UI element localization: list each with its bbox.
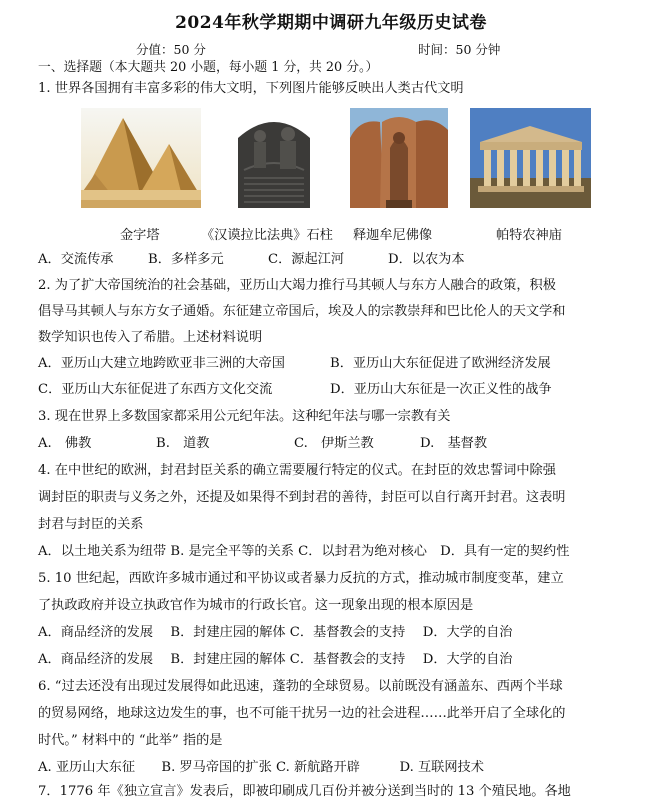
caption-parthenon: 帕特农神庙 (496, 228, 562, 243)
q1-option-c: C．源起江河 (268, 252, 345, 267)
section-heading: 一、选择题（本大题共 20 小题，每小题 1 分，共 20 分。） (38, 60, 379, 75)
q5-line-2: 了执政政府并设立执政官作为城市的行政长官。这一现象出现的根本原因是 (38, 598, 474, 613)
q1-option-b: B．多样多元 (148, 252, 224, 267)
q1-option-d: D．以农为本 (388, 252, 465, 267)
q2-option-c: C．亚历山大东征促进了东西方文化交流 (38, 382, 273, 397)
q3-stem: 3. 现在世界上多数国家都采用公元纪年法。这种纪年法与哪一宗教有关 (38, 409, 451, 424)
caption-pyramids: 金字塔 (120, 228, 160, 243)
q1-captions (0, 224, 662, 244)
hammurabi-stele-image (224, 108, 324, 208)
q5-line-1: 5. 10 世纪起，西欧许多城市通过和平协议或者暴力反抗的方式，推动城市制度变革，建立 (38, 571, 564, 586)
score-info: 分值：50 分 (136, 42, 206, 57)
q2-line-3: 数学知识也传入了希腊。上述材料说明 (38, 330, 263, 345)
q6-line-1: 6. “过去还没有出现过发展得如此迅速，蓬勃的全球贸易。以前既没有涵盖东、西两个半球 (38, 679, 563, 694)
q3-options (38, 434, 487, 454)
caption-buddha: 释迦牟尼佛像 (353, 228, 433, 243)
q5-options: A．商品经济的发展 B．封建庄园的解体 C．基督教会的支持 D．大学的自治 (38, 625, 513, 640)
q6-line-2: 的贸易网络，地球这边发生的事，也不可能干扰另一边的社会进程……此举开启了全球化的 (38, 706, 566, 721)
q2-options-row-2 (38, 380, 552, 400)
q2-option-b: B．亚历山大东征促进了欧洲经济发展 (330, 356, 551, 371)
q1-options (38, 250, 465, 270)
q2-options-row-1 (38, 354, 551, 374)
q4-options: A．以土地关系为纽带 B. 是完全平等的关系 C．以封君为绝对核心 D．具有一定的契约性 (38, 544, 570, 559)
q2-line-1: 2. 为了扩大帝国统治的社会基础，亚历山大竭力推行马其顿人与东方人融合的政策，积极 (38, 278, 556, 293)
q2-option-d: D．亚历山大东征是一次正义性的战争 (330, 382, 552, 397)
q3-option-b: B. 道教 (156, 436, 210, 451)
q3-option-a: A. 佛教 (38, 436, 92, 451)
q6-line-3: 时代。” 材料中的 “此举” 指的是 (38, 733, 223, 748)
time-info: 时间：50 分钟 (418, 42, 501, 57)
q2-line-2: 倡导马其顿人与东方女子通婚。东征建立帝国后，埃及人的宗教崇拜和巴比伦人的天文学和 (38, 304, 566, 319)
q5-options-repeat: A．商品经济的发展 B．封建庄园的解体 C．基督教会的支持 D．大学的自治 (38, 652, 513, 667)
parthenon-image (470, 108, 591, 208)
caption-hammurabi: 《汉谟拉比法典》石柱 (201, 228, 333, 243)
q3-option-c: C. 伊斯兰教 (294, 436, 374, 451)
pyramids-image (81, 108, 201, 208)
q4-line-1: 4. 在中世纪的欧洲，封君封臣关系的确立需要履行特定的仪式。在封臣的效忠誓词中除强 (38, 463, 556, 478)
q4-line-2: 调封臣的职责与义务之外，还提及如果得不到封君的善待，封臣可以自行离开封君。这表明 (38, 490, 566, 505)
exam-title: 2024年秋学期期中调研九年级历史试卷 (175, 13, 487, 33)
q1-images (0, 108, 662, 210)
q2-option-a: A．亚历山大建立地跨欧亚非三洲的大帝国 (38, 356, 285, 371)
buddha-statue-image (350, 108, 448, 208)
q6-options: A. 亚历山大东征 B. 罗马帝国的扩张 C. 新航路开辟 D. 互联网技术 (38, 760, 484, 775)
q7-stem: 7．1776 年《独立宣言》发表后，即被印刷成几百份并被分送到当时的 13 个殖民地。各地 (38, 784, 571, 799)
q1-stem: 1. 世界各国拥有丰富多彩的伟大文明，下列图片能够反映出人类古代文明 (38, 81, 464, 96)
q3-option-d: D. 基督教 (420, 436, 488, 451)
q1-option-a: A．交流传承 (38, 252, 114, 267)
q4-line-3: 封君与封臣的关系 (38, 517, 144, 532)
